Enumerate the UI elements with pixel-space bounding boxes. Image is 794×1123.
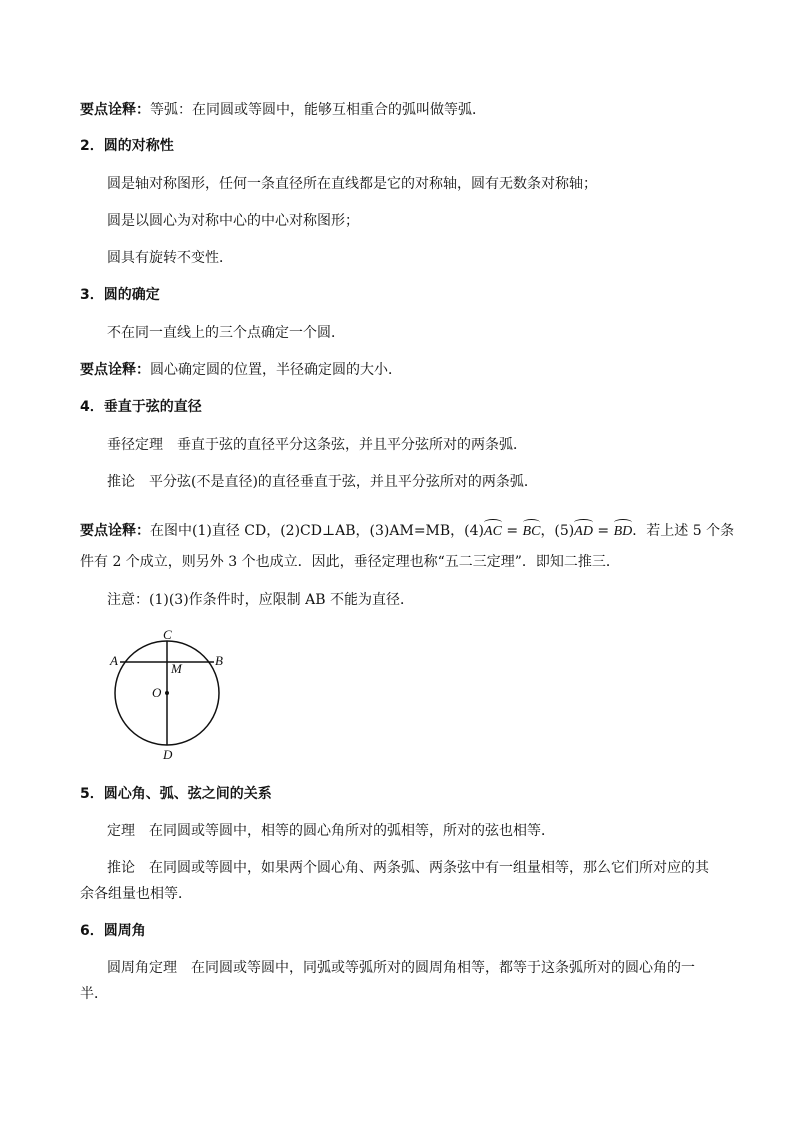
note-caution: 注意：(1)(3)作条件时，应限制 AB 不能为直径． [107,592,414,608]
section-3-title: 3．圆的确定 [80,287,160,303]
corollary-text: 在同圆或等圆中，如果两个圆心角、两条弧、两条弦中有一组量相等，那么它们所对应的其 [149,860,709,876]
label-b: B [215,653,223,668]
arc-ad: AD [574,522,593,542]
corollary-text: 平分弦(不是直径)的直径垂直于弦，并且平分弦所对的两条弧． [149,474,538,490]
theorem-text: 在同圆或等圆中，同弧或等弧所对的圆周角相等，都等于这条弧所对的圆心角的一 [191,960,695,976]
equals-sign: = [592,523,614,539]
theorem-label: 定理 [107,823,135,839]
section-6-title: 6．圆周角 [80,923,146,939]
theorem-text: 在同圆或等圆中，相等的圆心角所对的弧相等，所对的弦也相等． [149,823,555,839]
label-a: A [110,653,118,668]
theorem-text: 垂直于弦的直径平分这条弦，并且平分弦所对的两条弧． [177,437,527,453]
note-five-two-three-line-2: 件有 2 个成立，则另外 3 个也成立．因此，垂径定理也称“五二三定理”．即知二推三． [80,554,620,570]
theorem-label: 圆周角定理 [107,960,177,976]
center-point [165,691,169,695]
note-text: 等弧：在同圆或等圆中，能够互相重合的弧叫做等弧． [150,102,486,118]
perpendicular-diameter-theorem [107,435,527,455]
note-label: 要点诠释： [80,523,150,539]
corollary-label: 推论 [107,474,135,490]
arc-bc: BC [523,522,541,542]
label-c: C [163,627,172,642]
arc-ac: AC [484,522,502,542]
label-d: D [163,747,173,762]
inscribed-angle-theorem-line-2: 半． [80,986,108,1002]
section-5-title: 5．圆心角、弧、弦之间的关系 [80,786,272,802]
label-o: O [152,685,162,700]
note-text-b: ，(5) [540,523,575,539]
section-2-paragraph-3: 圆具有旋转不变性． [107,250,233,266]
note-label: 要点诠释： [80,362,150,378]
note-text-c: ．若上述 5 个条 [632,523,735,539]
central-angle-corollary-line-1 [107,858,709,878]
arc-bd: BD [614,522,633,542]
corollary-label: 推论 [107,860,135,876]
note-center-radius [80,360,402,380]
circle-diagram [100,625,240,765]
label-m: M [171,661,182,676]
section-3-paragraph-1: 不在同一直线上的三个点确定一个圆． [107,325,345,341]
equals-sign: = [501,523,523,539]
central-angle-corollary-line-2: 余各组量也相等． [80,886,192,902]
section-2-title: 2．圆的对称性 [80,138,174,154]
note-equal-arcs [80,100,486,120]
note-five-two-three-line-1 [80,521,734,542]
central-angle-theorem [107,821,555,841]
note-label: 要点诠释： [80,102,150,118]
perpendicular-diameter-corollary [107,472,538,492]
note-text: 圆心确定圆的位置，半径确定圆的大小． [150,362,402,378]
section-2-paragraph-1: 圆是轴对称图形，任何一条直径所在直线都是它的对称轴，圆有无数条对称轴； [107,176,597,192]
inscribed-angle-theorem-line-1 [107,958,695,978]
theorem-label: 垂径定理 [107,437,163,453]
note-text-a: 在图中(1)直径 CD，(2)CD⊥AB，(3)AM=MB，(4) [150,523,485,539]
section-2-paragraph-2: 圆是以圆心为对称中心的中心对称图形； [107,213,359,229]
section-4-title: 4．垂直于弦的直径 [80,399,202,415]
